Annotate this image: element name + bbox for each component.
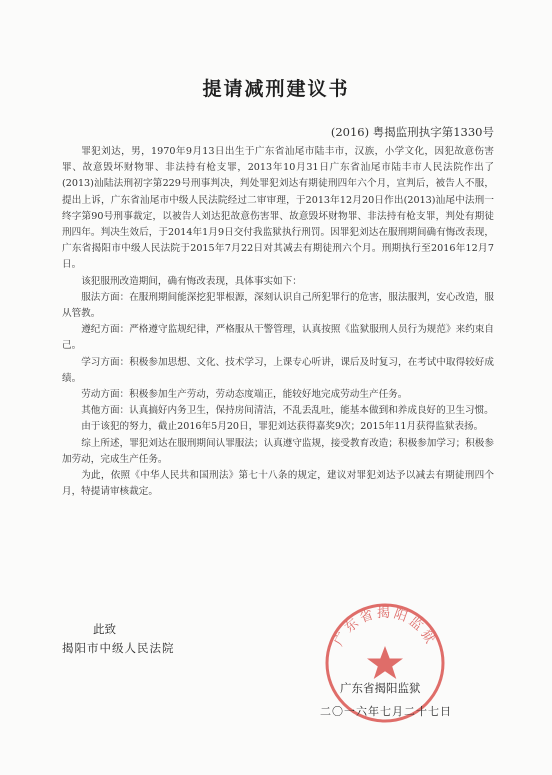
paragraph: 罪犯刘达，男，1970年9月13日出生于广东省汕尾市陆丰市，汉族，小学文化，因犯故意伤害罪、故意毁坏财物罪、非法持有枪支罪，2013年10月31日广东省汕尾市陆丰市人民法院作出了(2013)汕陆法刑初字第229号刑事判决，判处罪犯刘达有期徒刑四年六个月，宣判后，被告人不服，提出上诉，广东省汕尾市中级人民法院经过二审审理，于2013年12月20日作出(2013)汕尾中法刑一终字第90号刑事裁定，以被告人刘达犯故意伤害罪、故意毁坏财物罪、非法持有枪支罪，判处有期徒刑四年。判决生效后，于2014年1月9日交付我监狱执行刑罚。因罪犯刘达在服刑期间确有悔改表现，广东省揭阳市中级人民法院于2015年7月22日对其减去有期徒刑六个月。刑期执行至2016年12月7日。 <box>62 146 494 271</box>
paragraph: 由于该犯的努力，截止2016年5月20日，罪犯刘达获得嘉奖9次；2015年11月获得监狱表扬。 <box>81 421 484 433</box>
addressee: 揭阳市中级人民法院 <box>62 641 175 655</box>
paragraph: 综上所述，罪犯刘达在服刑期间认罪服法；认真遵守监规，接受教育改造；积极参加学习；积极参加劳动，完成生产任务。 <box>62 437 494 465</box>
paragraph: 为此，依照《中华人民共和国刑法》第七十八条的规定，建议对罪犯刘达予以减去有期徒刑四个月，特提请审核裁定。 <box>62 470 494 498</box>
document-title: 提请减刑建议书 <box>202 78 350 100</box>
paragraph: 其他方面：认真搞好内务卫生，保持房间清洁，不乱丢乱吐，能基本做到和养成良好的卫生习惯。 <box>81 405 494 417</box>
paragraph: 学习方面：积极参加思想、文化、技术学习，上课专心听讲，课后及时复习，在考试中取得较好成绩。 <box>62 356 494 384</box>
document-body <box>62 144 494 500</box>
document-number: (2016) 粤揭监刑执字第1330号 <box>330 125 494 139</box>
seal-star-icon <box>367 646 403 679</box>
svg-text:广东省揭阳监狱: 广东省揭阳监狱 <box>331 606 439 649</box>
paragraph: 服法方面：在服刑期间能深挖犯罪根源，深刻认识自己所犯罪行的危害，服法服判，安心改造，服从管教。 <box>62 291 494 320</box>
signature-org: 广东省揭阳监狱 <box>340 681 421 695</box>
paragraph: 劳动方面：积极参加生产劳动，劳动态度端正，能较好地完成劳动生产任务。 <box>81 389 408 401</box>
paragraph: 遵纪方面：严格遵守监规纪律，严格服从干警管理，认真按照《监狱服刑人员行为规范》来约束自己。 <box>62 324 494 352</box>
paragraph: 该犯服刑改造期间，确有悔改表现，具体事实如下： <box>81 275 302 287</box>
salutation: 此致 <box>93 622 116 636</box>
signature-date: 二〇一六年七月二十七日 <box>320 705 452 718</box>
